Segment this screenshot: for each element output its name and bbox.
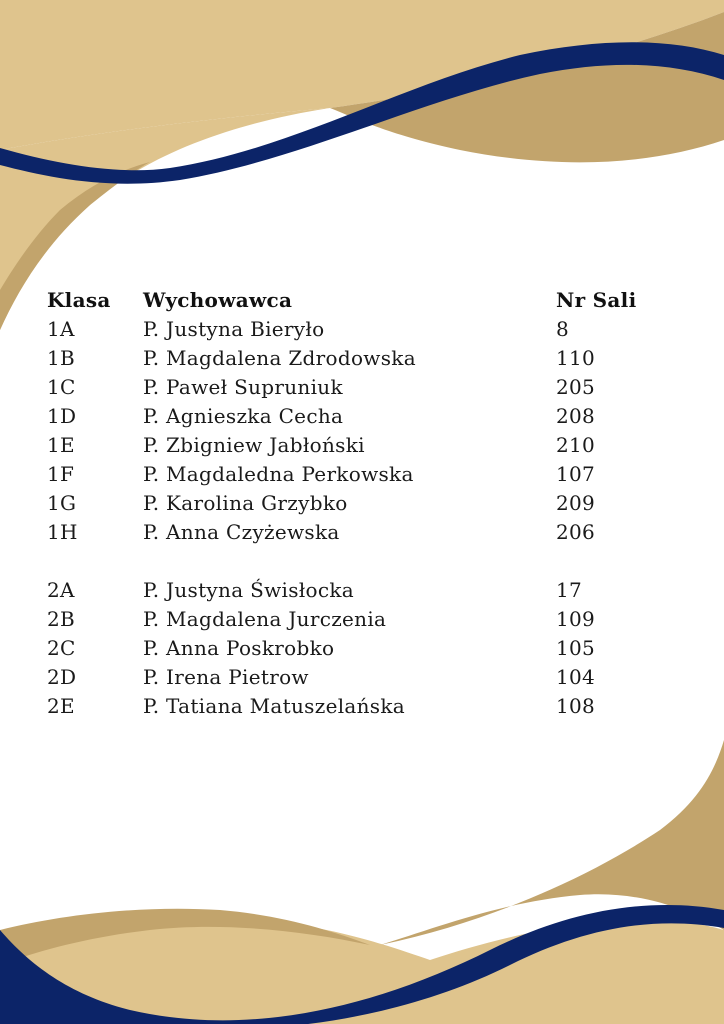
row-1a-wychowawca: P. Justyna Bieryło — [143, 317, 325, 341]
row-1d-klasa: 1D — [47, 404, 77, 428]
row-1b-sala: 110 — [556, 346, 596, 370]
row-1g-sala: 209 — [556, 491, 596, 515]
row-1g-wychowawca: P. Karolina Grzybko — [143, 491, 348, 515]
header-wychowawca: Wychowawca — [143, 288, 293, 312]
row-1f-wychowawca: P. Magdaledna Perkowska — [143, 462, 414, 486]
row-2d-klasa: 2D — [47, 665, 77, 689]
row-2e-wychowawca: P. Tatiana Matuszelańska — [143, 694, 406, 718]
row-1b-klasa: 1B — [47, 346, 76, 370]
row-1e-klasa: 1E — [47, 433, 75, 457]
row-1d-wychowawca: P. Agnieszka Cecha — [143, 404, 344, 428]
row-2c-sala: 105 — [556, 636, 596, 660]
row-2a-wychowawca: P. Justyna Świsłocka — [143, 578, 355, 602]
row-2d-wychowawca: P. Irena Pietrow — [143, 665, 309, 689]
row-1c-wychowawca: P. Paweł Supruniuk — [143, 375, 343, 399]
row-1e-sala: 210 — [556, 433, 596, 457]
row-1f-klasa: 1F — [47, 462, 75, 486]
row-2c-klasa: 2C — [47, 636, 76, 660]
row-1h-klasa: 1H — [47, 520, 78, 544]
row-1c-sala: 205 — [556, 375, 596, 399]
row-2e-klasa: 2E — [47, 694, 75, 718]
row-2d-sala: 104 — [556, 665, 596, 689]
row-2b-wychowawca: P. Magdalena Jurczenia — [143, 607, 387, 631]
row-2b-sala: 109 — [556, 607, 596, 631]
row-1a-sala: 8 — [556, 317, 570, 341]
row-2b-klasa: 2B — [47, 607, 76, 631]
row-2e-sala: 108 — [556, 694, 596, 718]
row-1a-klasa: 1A — [47, 317, 75, 341]
header-klasa: Klasa — [47, 288, 111, 312]
row-1e-wychowawca: P. Zbigniew Jabłoński — [143, 433, 365, 457]
row-1c-klasa: 1C — [47, 375, 76, 399]
row-1b-wychowawca: P. Magdalena Zdrodowska — [143, 346, 416, 370]
row-1h-wychowawca: P. Anna Czyżewska — [143, 520, 340, 544]
header-nr-sali: Nr Sali — [556, 288, 637, 312]
row-1d-sala: 208 — [556, 404, 596, 428]
row-1h-sala: 206 — [556, 520, 596, 544]
row-2a-sala: 17 — [556, 578, 583, 602]
row-2c-wychowawca: P. Anna Poskrobko — [143, 636, 335, 660]
row-1f-sala: 107 — [556, 462, 596, 486]
row-1g-klasa: 1G — [47, 491, 77, 515]
row-2a-klasa: 2A — [47, 578, 75, 602]
